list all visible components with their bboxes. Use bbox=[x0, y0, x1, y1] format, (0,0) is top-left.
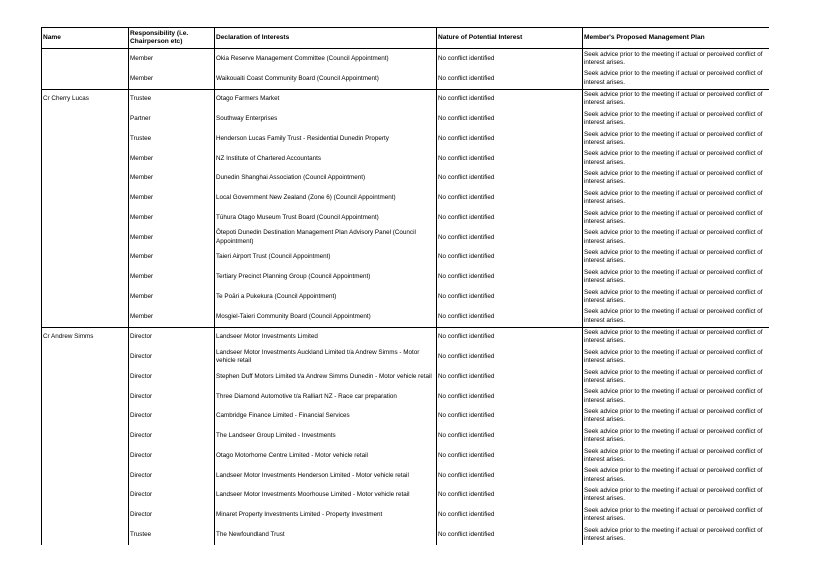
cell-responsibility: Director bbox=[129, 327, 215, 347]
header-name: Name bbox=[42, 28, 129, 49]
cell-nature: No conflict identified bbox=[437, 149, 583, 169]
cell-nature: No conflict identified bbox=[437, 426, 583, 446]
cell-plan: Seek advice prior to the meeting if actual or perceived conflict of interest arises. bbox=[583, 525, 770, 545]
cell-plan: Seek advice prior to the meeting if actual or perceived conflict of interest arises. bbox=[583, 188, 770, 208]
table-row bbox=[42, 525, 770, 545]
cell-responsibility: Member bbox=[129, 149, 215, 169]
cell-responsibility: Trustee bbox=[129, 129, 215, 149]
table-row bbox=[42, 188, 770, 208]
table-row bbox=[42, 69, 770, 89]
cell-name bbox=[42, 267, 129, 287]
cell-responsibility: Member bbox=[129, 69, 215, 89]
cell-plan: Seek advice prior to the meeting if actual or perceived conflict of interest arises. bbox=[583, 466, 770, 486]
cell-nature: No conflict identified bbox=[437, 407, 583, 427]
cell-name bbox=[42, 426, 129, 446]
cell-nature: No conflict identified bbox=[437, 327, 583, 347]
table-row bbox=[42, 347, 770, 367]
table-row bbox=[42, 89, 770, 109]
cell-declaration: Te Poāri a Pukekura (Council Appointment) bbox=[215, 287, 437, 307]
cell-name bbox=[42, 228, 129, 248]
cell-plan: Seek advice prior to the meeting if actual or perceived conflict of interest arises. bbox=[583, 208, 770, 228]
cell-nature: No conflict identified bbox=[437, 367, 583, 387]
cell-nature: No conflict identified bbox=[437, 228, 583, 248]
table-row bbox=[42, 307, 770, 327]
cell-nature: No conflict identified bbox=[437, 387, 583, 407]
table-row bbox=[42, 505, 770, 525]
cell-plan: Seek advice prior to the meeting if actual or perceived conflict of interest arises. bbox=[583, 287, 770, 307]
table-row bbox=[42, 248, 770, 268]
cell-name bbox=[42, 109, 129, 129]
cell-plan: Seek advice prior to the meeting if actual or perceived conflict of interest arises. bbox=[583, 228, 770, 248]
cell-declaration: Tūhura Otago Museum Trust Board (Council Appointment) bbox=[215, 208, 437, 228]
cell-plan: Seek advice prior to the meeting if actual or perceived conflict of interest arises. bbox=[583, 387, 770, 407]
cell-plan: Seek advice prior to the meeting if actual or perceived conflict of interest arises. bbox=[583, 89, 770, 109]
cell-name bbox=[42, 149, 129, 169]
cell-plan: Seek advice prior to the meeting if actual or perceived conflict of interest arises. bbox=[583, 486, 770, 506]
cell-name bbox=[42, 307, 129, 327]
cell-plan: Seek advice prior to the meeting if actual or perceived conflict of interest arises. bbox=[583, 267, 770, 287]
header-nature: Nature of Potential Interest bbox=[437, 28, 583, 49]
table-row bbox=[42, 486, 770, 506]
cell-responsibility: Director bbox=[129, 426, 215, 446]
cell-name bbox=[42, 486, 129, 506]
table-row bbox=[42, 387, 770, 407]
table-row bbox=[42, 228, 770, 248]
cell-declaration: The Landseer Group Limited - Investments bbox=[215, 426, 437, 446]
cell-responsibility: Member bbox=[129, 307, 215, 327]
cell-responsibility: Member bbox=[129, 208, 215, 228]
cell-nature: No conflict identified bbox=[437, 188, 583, 208]
cell-name bbox=[42, 387, 129, 407]
cell-declaration: Landseer Motor Investments Limited bbox=[215, 327, 437, 347]
cell-nature: No conflict identified bbox=[437, 129, 583, 149]
cell-nature: No conflict identified bbox=[437, 248, 583, 268]
cell-responsibility: Director bbox=[129, 486, 215, 506]
table-row bbox=[42, 367, 770, 387]
cell-responsibility: Member bbox=[129, 49, 215, 69]
cell-nature: No conflict identified bbox=[437, 208, 583, 228]
cell-plan: Seek advice prior to the meeting if actual or perceived conflict of interest arises. bbox=[583, 149, 770, 169]
interests-table bbox=[41, 27, 769, 545]
cell-plan: Seek advice prior to the meeting if actual or perceived conflict of interest arises. bbox=[583, 347, 770, 367]
cell-responsibility: Director bbox=[129, 387, 215, 407]
table-row bbox=[42, 129, 770, 149]
cell-name bbox=[42, 208, 129, 228]
cell-declaration: Ōtepoti Dunedin Destination Management Plan Advisory Panel (Council Appointment) bbox=[215, 228, 437, 248]
table-row bbox=[42, 149, 770, 169]
table-row bbox=[42, 267, 770, 287]
table-row bbox=[42, 49, 770, 69]
cell-declaration: Southway Enterprises bbox=[215, 109, 437, 129]
cell-responsibility: Trustee bbox=[129, 525, 215, 545]
table-row bbox=[42, 446, 770, 466]
cell-declaration: Otago Farmers Market bbox=[215, 89, 437, 109]
table-row bbox=[42, 169, 770, 189]
cell-plan: Seek advice prior to the meeting if actual or perceived conflict of interest arises. bbox=[583, 109, 770, 129]
cell-responsibility: Trustee bbox=[129, 89, 215, 109]
cell-plan: Seek advice prior to the meeting if actual or perceived conflict of interest arises. bbox=[583, 248, 770, 268]
cell-declaration: Mosgiel-Taieri Community Board (Council Appointment) bbox=[215, 307, 437, 327]
cell-declaration: The Newfoundland Trust bbox=[215, 525, 437, 545]
cell-nature: No conflict identified bbox=[437, 267, 583, 287]
cell-nature: No conflict identified bbox=[437, 466, 583, 486]
cell-nature: No conflict identified bbox=[437, 69, 583, 89]
cell-plan: Seek advice prior to the meeting if actual or perceived conflict of interest arises. bbox=[583, 69, 770, 89]
cell-plan: Seek advice prior to the meeting if actual or perceived conflict of interest arises. bbox=[583, 446, 770, 466]
table-row bbox=[42, 327, 770, 347]
cell-name bbox=[42, 446, 129, 466]
cell-responsibility: Member bbox=[129, 188, 215, 208]
cell-nature: No conflict identified bbox=[437, 109, 583, 129]
cell-responsibility: Director bbox=[129, 347, 215, 367]
cell-nature: No conflict identified bbox=[437, 347, 583, 367]
cell-name bbox=[42, 525, 129, 545]
cell-responsibility: Director bbox=[129, 367, 215, 387]
cell-plan: Seek advice prior to the meeting if actual or perceived conflict of interest arises. bbox=[583, 169, 770, 189]
cell-responsibility: Director bbox=[129, 407, 215, 427]
cell-plan: Seek advice prior to the meeting if actual or perceived conflict of interest arises. bbox=[583, 307, 770, 327]
cell-nature: No conflict identified bbox=[437, 169, 583, 189]
cell-nature: No conflict identified bbox=[437, 307, 583, 327]
cell-responsibility: Member bbox=[129, 287, 215, 307]
header-row bbox=[42, 28, 770, 49]
cell-name bbox=[42, 407, 129, 427]
cell-name bbox=[42, 347, 129, 367]
cell-declaration: Landseer Motor Investments Henderson Limited - Motor vehicle retail bbox=[215, 466, 437, 486]
cell-name bbox=[42, 287, 129, 307]
cell-responsibility: Member bbox=[129, 267, 215, 287]
table-row bbox=[42, 208, 770, 228]
cell-responsibility: Director bbox=[129, 446, 215, 466]
cell-responsibility: Member bbox=[129, 228, 215, 248]
interests-register bbox=[41, 27, 769, 578]
cell-name bbox=[42, 505, 129, 525]
cell-name bbox=[42, 466, 129, 486]
cell-declaration: Otago Motorhome Centre Limited - Motor vehicle retail bbox=[215, 446, 437, 466]
cell-declaration: Taieri Airport Trust (Council Appointment) bbox=[215, 248, 437, 268]
cell-declaration: Tertiary Precinct Planning Group (Council Appointment) bbox=[215, 267, 437, 287]
cell-name bbox=[42, 367, 129, 387]
cell-nature: No conflict identified bbox=[437, 446, 583, 466]
cell-name bbox=[42, 248, 129, 268]
table-row bbox=[42, 426, 770, 446]
cell-declaration: Waikouaiti Coast Community Board (Council Appointment) bbox=[215, 69, 437, 89]
header-declaration: Declaration of Interests bbox=[215, 28, 437, 49]
header-responsibility: Responsibility (i.e. Chairperson etc) bbox=[129, 28, 215, 49]
cell-plan: Seek advice prior to the meeting if actual or perceived conflict of interest arises. bbox=[583, 367, 770, 387]
cell-plan: Seek advice prior to the meeting if actual or perceived conflict of interest arises. bbox=[583, 426, 770, 446]
cell-nature: No conflict identified bbox=[437, 525, 583, 545]
table-row bbox=[42, 109, 770, 129]
cell-name: Cr Andrew Simms bbox=[42, 327, 129, 347]
cell-declaration: Henderson Lucas Family Trust - Residential Dunedin Property bbox=[215, 129, 437, 149]
table-body bbox=[42, 49, 770, 545]
cell-responsibility: Member bbox=[129, 169, 215, 189]
cell-declaration: Local Government New Zealand (Zone 6) (Council Appointment) bbox=[215, 188, 437, 208]
cell-responsibility: Director bbox=[129, 466, 215, 486]
cell-responsibility: Member bbox=[129, 248, 215, 268]
cell-declaration: Cambridge Finance Limited - Financial Services bbox=[215, 407, 437, 427]
table-row bbox=[42, 466, 770, 486]
cell-declaration: Dunedin Shanghai Association (Council Appointment) bbox=[215, 169, 437, 189]
cell-plan: Seek advice prior to the meeting if actual or perceived conflict of interest arises. bbox=[583, 505, 770, 525]
cell-name bbox=[42, 69, 129, 89]
cell-declaration: Landseer Motor Investments Moorhouse Limited - Motor vehicle retail bbox=[215, 486, 437, 506]
table-row bbox=[42, 407, 770, 427]
cell-name bbox=[42, 129, 129, 149]
cell-nature: No conflict identified bbox=[437, 287, 583, 307]
cell-plan: Seek advice prior to the meeting if actual or perceived conflict of interest arises. bbox=[583, 129, 770, 149]
cell-nature: No conflict identified bbox=[437, 89, 583, 109]
cell-name bbox=[42, 188, 129, 208]
cell-declaration: NZ Institute of Chartered Accountants bbox=[215, 149, 437, 169]
cell-name bbox=[42, 169, 129, 189]
cell-responsibility: Director bbox=[129, 505, 215, 525]
cell-plan: Seek advice prior to the meeting if actual or perceived conflict of interest arises. bbox=[583, 49, 770, 69]
cell-nature: No conflict identified bbox=[437, 486, 583, 506]
cell-declaration: Stephen Duff Motors Limited t/a Andrew Simms Dunedin - Motor vehicle retail bbox=[215, 367, 437, 387]
cell-nature: No conflict identified bbox=[437, 49, 583, 69]
cell-plan: Seek advice prior to the meeting if actual or perceived conflict of interest arises. bbox=[583, 327, 770, 347]
cell-nature: No conflict identified bbox=[437, 505, 583, 525]
cell-name bbox=[42, 49, 129, 69]
cell-declaration: Landseer Motor Investments Auckland Limited t/a Andrew Simms - Motor vehicle retail bbox=[215, 347, 437, 367]
cell-name: Cr Cherry Lucas bbox=[42, 89, 129, 109]
cell-plan: Seek advice prior to the meeting if actual or perceived conflict of interest arises. bbox=[583, 407, 770, 427]
cell-responsibility: Partner bbox=[129, 109, 215, 129]
header-plan: Member's Proposed Management Plan bbox=[583, 28, 770, 49]
cell-declaration: Minaret Property Investments Limited - Property Investment bbox=[215, 505, 437, 525]
table-row bbox=[42, 287, 770, 307]
cell-declaration: Three Diamond Automotive t/a Ralliart NZ - Race car preparation bbox=[215, 387, 437, 407]
cell-declaration: Okia Reserve Management Committee (Council Appointment) bbox=[215, 49, 437, 69]
